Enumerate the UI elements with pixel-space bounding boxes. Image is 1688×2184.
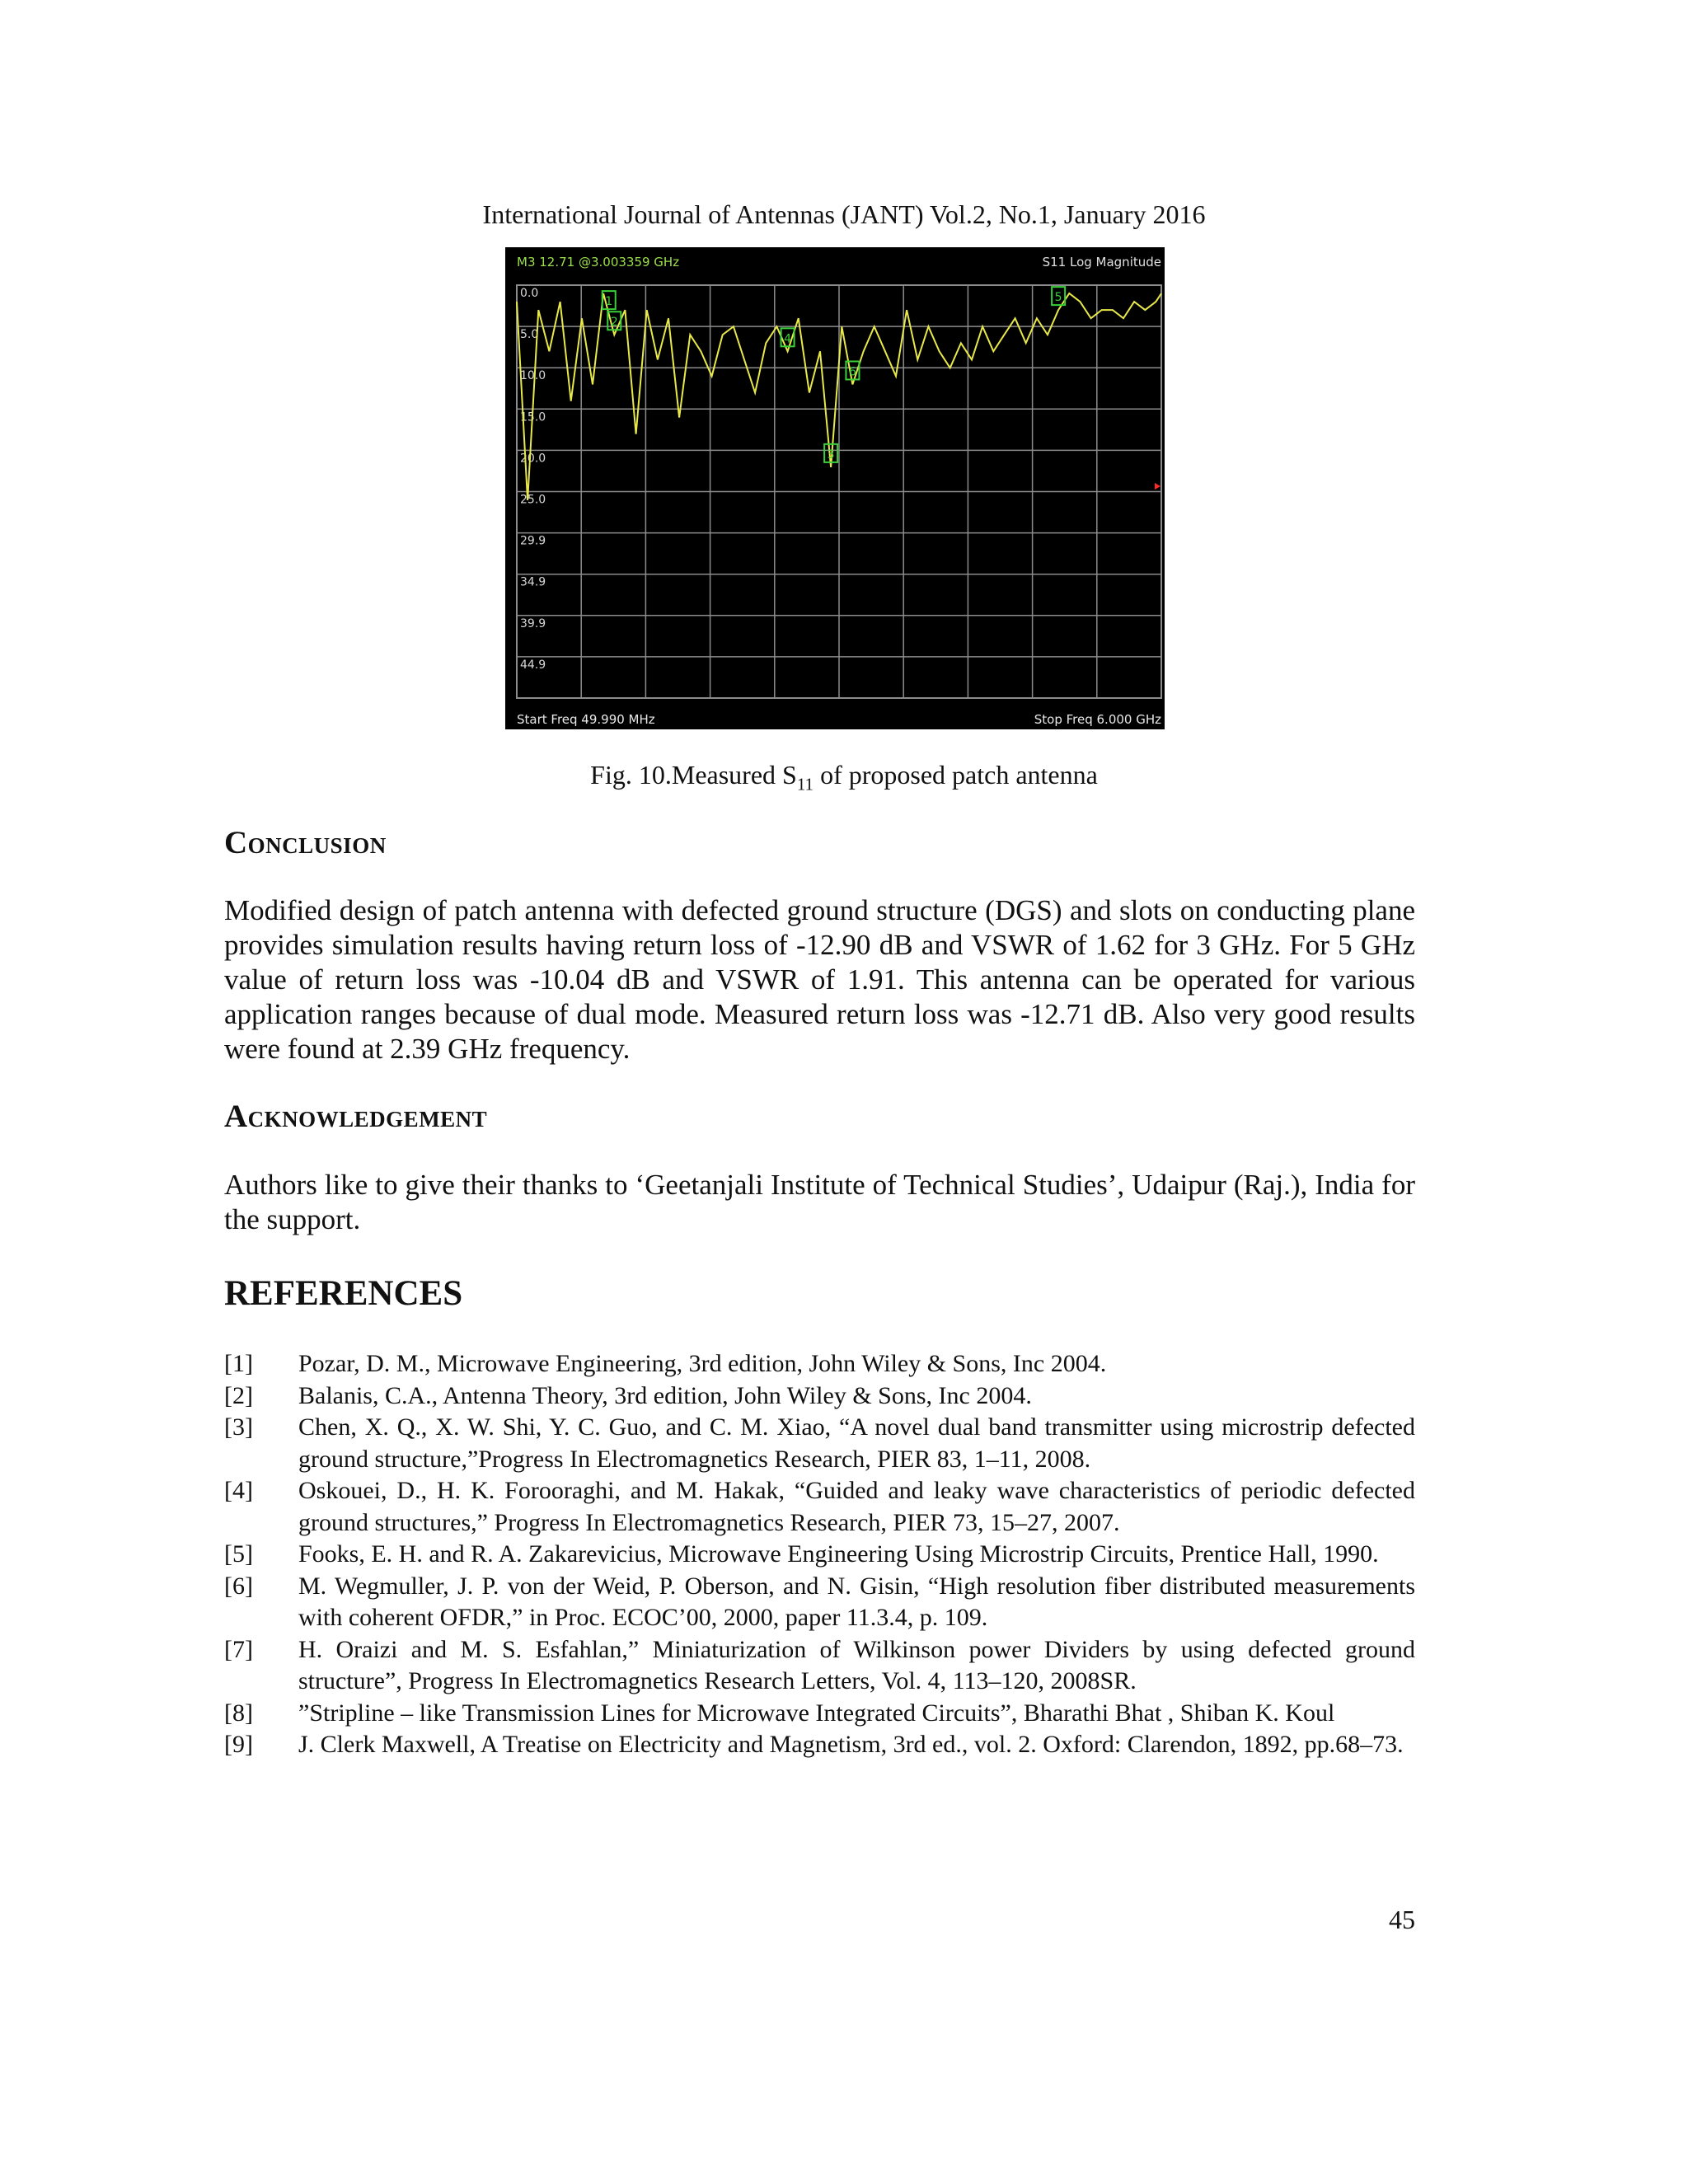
caption-prefix: Fig. 10.Measured S [590,760,797,790]
trace-label: S11 Log Magnitude [1042,255,1161,269]
reference-text: ”Stripline – like Transmission Lines for Microwave Integrated Circuits”, Bharathi Bhat , Shiban K. Koul [298,1699,1335,1727]
svg-text:1: 1 [605,295,613,309]
y-tick-label: 44.9 [520,658,546,672]
acknowledgement-heading: Acknowledgement [224,1099,488,1134]
reference-number: [8] [224,1699,253,1727]
reference-text: Fooks, E. H. and R. A. Zakarevicius, Microwave Engineering Using Microstrip Circuits, Prentice Hall, 1990. [298,1540,1379,1568]
y-tick-label: 20.0 [520,452,546,466]
plot-grid [517,285,1161,698]
conclusion-heading: Conclusion [224,825,387,860]
svg-text:4: 4 [784,332,792,346]
caption-subscript: 11 [796,774,814,794]
reference-number: [4] [224,1477,253,1504]
y-tick-label: 10.0 [520,369,546,383]
start-freq-label: Start Freq 49.990 MHz [517,712,655,727]
stop-freq-label: Stop Freq 6.000 GHz [1034,712,1161,727]
reference-text: M. Wegmuller, J. P. von der Weid, P. Oberson, and N. Gisin, “High resolution fiber distributed measurements with coherent OFDR,” in Proc. ECOC’00, 2000, paper 11.3.4, p. 109. [298,1572,1415,1631]
y-tick-label: 15.0 [520,410,546,424]
reference-number: [5] [224,1540,253,1568]
reference-number: [6] [224,1572,253,1600]
svg-text:2: 2 [610,316,618,330]
reference-number: [2] [224,1381,253,1409]
reference-list [224,1348,1415,1761]
reference-level-indicator [1155,483,1160,490]
reference-number: [3] [224,1413,253,1441]
reference-number: [7] [224,1635,253,1663]
reference-text: J. Clerk Maxwell, A Treatise on Electricity and Magnetism, 3rd ed., vol. 2. Oxford: Clarendon, 1892, pp.68–73. [298,1731,1404,1758]
caption-suffix: of proposed patch antenna [814,760,1098,790]
reference-number: [1] [224,1350,253,1377]
y-tick-label: 25.0 [520,493,546,507]
reference-text: H. Oraizi and M. S. Esfahlan,” Miniaturization of Wilkinson power Dividers by using defected ground structure”, Progress In Electromagnetics Research Letters, Vol. 4, 113–120, 2008SR. [298,1635,1415,1694]
figure-caption [0,760,1688,794]
reference-item [224,1412,1415,1475]
reference-text: Chen, X. Q., X. W. Shi, Y. C. Guo, and C. M. Xiao, “A novel dual band transmitter using microstrip defected ground structure,”Progress In Electromagnetics Research, PIER 83, 1–11, 2008. [298,1413,1415,1473]
y-tick-label: 34.9 [520,575,546,589]
s11-plot [505,247,1165,729]
svg-text:6: 6 [848,365,856,379]
marker-readout: M3 12.71 @3.003359 GHz [517,255,680,269]
reference-item [224,1571,1415,1634]
reference-item [224,1634,1415,1698]
conclusion-text: Modified design of patch antenna with defected ground structure (DGS) and slots on conducting plane provides simulation results having return loss of -12.90 dB and VSWR of 1.62 for 3 GHz. For 5 GHz value of return loss was -10.04 dB and VSWR of 1.91. This antenna can be operated for various application ranges because of dual mode. Measured return loss was -12.71 dB. Also very good results were found at 2.39 GHz frequency. [224,894,1415,1065]
y-tick-labels [520,287,546,672]
reference-text: Pozar, D. M., Microwave Engineering, 3rd edition, John Wiley & Sons, Inc 2004. [298,1350,1107,1377]
reference-item [224,1475,1415,1539]
reference-item [224,1698,1415,1730]
svg-text:5: 5 [1054,291,1062,305]
page-number: 45 [1389,1905,1415,1934]
reference-item [224,1539,1415,1571]
reference-item [224,1380,1415,1413]
reference-item [224,1729,1415,1761]
y-tick-label: 39.9 [520,616,546,630]
s11-plot-figure [505,247,1165,729]
reference-item [224,1348,1415,1380]
svg-text:3: 3 [827,448,835,462]
reference-number: [9] [224,1731,253,1758]
running-head: International Journal of Antennas (JANT) Vol.2, No.1, January 2016 [482,199,1206,229]
acknowledgement-text: Authors like to give their thanks to ‘Geetanjali Institute of Technical Studies’, Udaipur (Raj.), India for the support. [224,1169,1415,1235]
y-tick-label: 29.9 [520,534,546,548]
y-tick-label: 5.0 [520,328,539,342]
y-tick-label: 0.0 [520,287,539,300]
references-heading: REFERENCES [224,1274,463,1313]
reference-text: Oskouei, D., H. K. Forooraghi, and M. Hakak, “Guided and leaky wave characteristics of periodic defected ground structures,” Progress In Electromagnetics Research, PIER 73, 15–27, 2007. [298,1477,1415,1536]
trace-marker [824,444,837,462]
reference-text: Balanis, C.A., Antenna Theory, 3rd edition, John Wiley & Sons, Inc 2004. [298,1381,1032,1409]
